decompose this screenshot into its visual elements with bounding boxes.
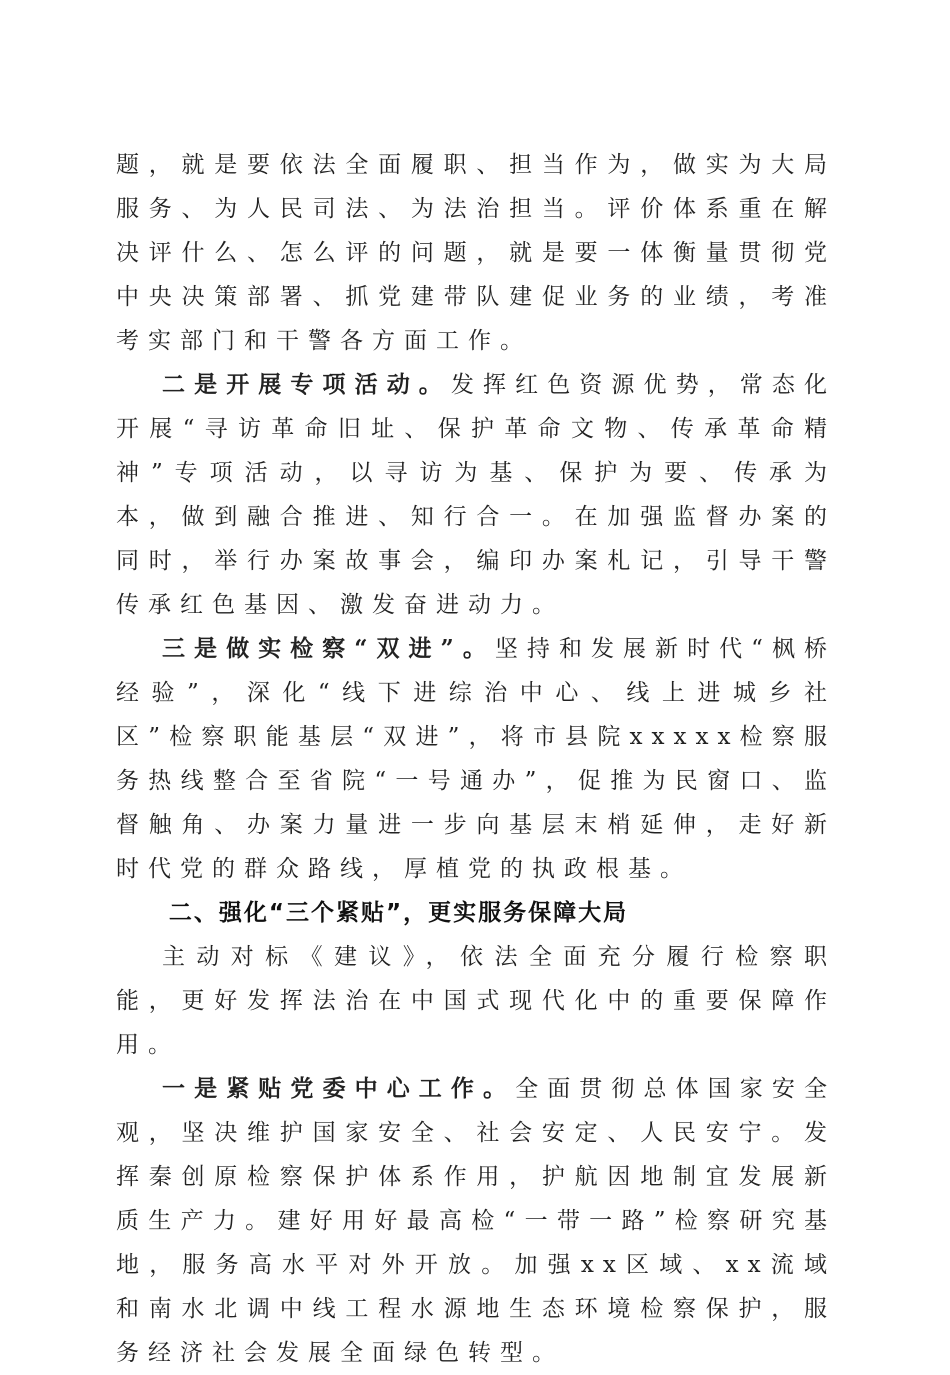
paragraph-text: 坚持和发展新时代“枫桥经验”，深化“线下进综治中心、线上进城乡社区”检察职能基层“双进”，将市县院xxxxx检察服务热线整合至省院“一号通办”，促推为民窗口、监督触角、办案力量进一步向基层末梢延伸，走好新时代党的群众路线，厚植党的执政根基。 bbox=[116, 636, 836, 882]
paragraph-intro bbox=[116, 935, 836, 1067]
paragraph-text: 发挥红色资源优势，常态化开展“寻访革命旧址、保护革命文物、传承革命精神”专项活动，以寻访为基、保护为要、传承为本，做到融合推进、知行合一。在加强监督办案的同时，举行办案故事会，编印办案札记，引导干警传承红色基因、激发奋进动力。 bbox=[116, 372, 837, 618]
paragraph-continuation bbox=[116, 143, 836, 363]
paragraph-text: 全面贯彻总体国家安全观，坚决维护国家安全、社会安定、人民安宁。发挥秦创原检察保护体系作用，护航因地制宜发展新质生产力。建好用好最高检“一带一路”检察研究基地，服务高水平对外开放。加强xx区域、xx流域和南水北调中线工程水源地生态环境检察保护，服务经济社会发展全面绿色转型。 bbox=[116, 1076, 837, 1366]
document-body bbox=[116, 143, 836, 1375]
paragraph-text: 题，就是要依法全面履职、担当作为，做实为大局服务、为人民司法、为法治担当。评价体系重在解决评什么、怎么评的问题，就是要一体衡量贯彻党中央决策部署、抓党建带队建促业务的业绩，考准考实部门和干警各方面工作。 bbox=[116, 152, 836, 354]
paragraph-text: 主动对标《建议》，依法全面充分履行检察职能，更好发挥法治在中国式现代化中的重要保障作用。 bbox=[116, 944, 836, 1058]
paragraph-lead: 一是紧贴党委中心工作。 bbox=[162, 1075, 516, 1102]
paragraph-special-activities bbox=[116, 363, 836, 627]
paragraph-dual-entry bbox=[116, 627, 836, 891]
paragraph-lead: 二是开展专项活动。 bbox=[162, 371, 451, 398]
section-heading: 二、强化“三个紧贴”，更实服务保障大局 bbox=[168, 900, 629, 926]
paragraph-lead: 三是做实检察“双进”。 bbox=[162, 635, 495, 662]
paragraph-party-center bbox=[116, 1067, 836, 1375]
